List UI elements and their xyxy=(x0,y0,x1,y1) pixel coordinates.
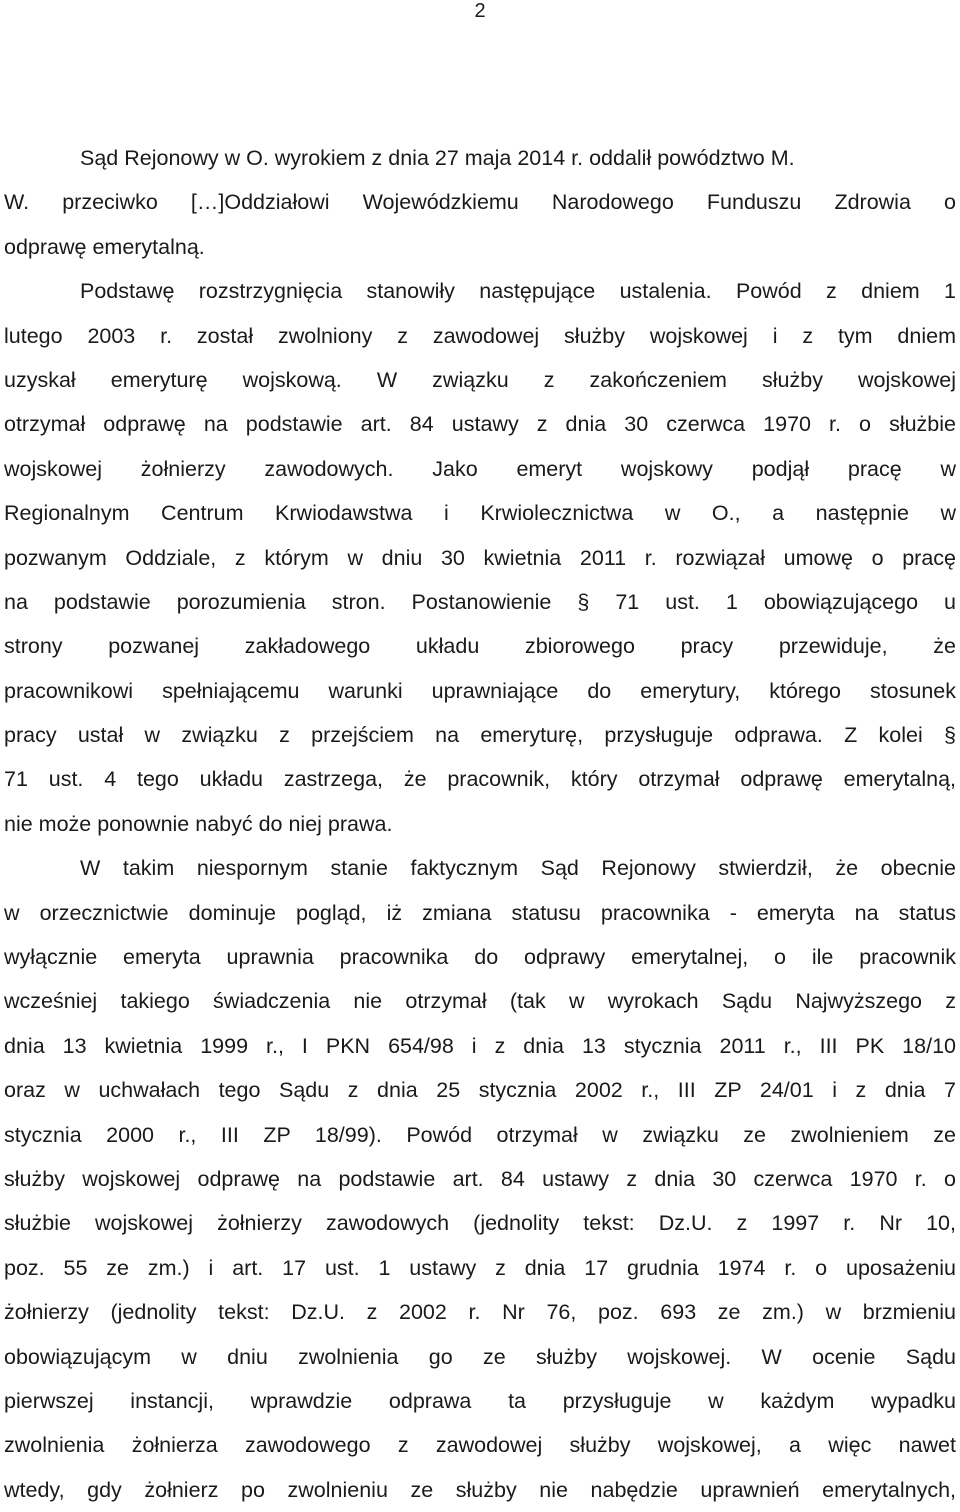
text-line: obowiązującym w dniu zwolnienia go ze służby wojskowej. W ocenie Sądu xyxy=(4,1344,956,1369)
text-line: pracy ustał w związku z przejściem na emeryturę, przysługuje odprawa. Z kolei § xyxy=(4,723,956,748)
text-line: W. przeciwko […]Oddziałowi Wojewódzkiemu Narodowego Funduszu Zdrowia o xyxy=(4,190,956,215)
text-line: oraz w uchwałach tego Sądu z dnia 25 stycznia 2002 r., III ZP 24/01 i z dnia 7 xyxy=(4,1078,956,1103)
text-line: służby wojskowej odprawę na podstawie art. 84 ustawy z dnia 30 czerwca 1970 r. o xyxy=(4,1166,956,1191)
text-line: stycznia 2000 r., III ZP 18/99). Powód otrzymał w związku ze zwolnieniem ze xyxy=(4,1122,956,1147)
text-line: nie może ponownie nabyć do niej prawa. xyxy=(4,811,393,836)
text-line: na podstawie porozumienia stron. Postanowienie § 71 ust. 1 obowiązującego u xyxy=(4,589,956,614)
text-line: w orzecznictwie dominuje pogląd, iż zmiana statusu pracownika - emeryta na status xyxy=(4,900,956,925)
text-line: wyłącznie emeryta uprawnia pracownika do odprawy emerytalnej, o ile pracownik xyxy=(4,945,956,970)
page-number: 2 xyxy=(474,0,486,22)
text-line: wcześniej takiego świadczenia nie otrzymał (tak w wyrokach Sądu Najwyższego z xyxy=(4,989,956,1014)
text-line: żołnierzy (jednolity tekst: Dz.U. z 2002 r. Nr 76, poz. 693 ze zm.) w brzmieniu xyxy=(4,1300,956,1325)
text-line: poz. 55 ze zm.) i art. 17 ust. 1 ustawy z dnia 17 grudnia 1974 r. o uposażeniu xyxy=(4,1255,956,1280)
text-line: pierwszej instancji, wprawdzie odprawa ta przysługuje w każdym wypadku xyxy=(4,1388,956,1413)
text-line: Podstawę rozstrzygnięcia stanowiły następujące ustalenia. Powód z dniem 1 xyxy=(80,279,956,304)
text-line: lutego 2003 r. został zwolniony z zawodowej służby wojskowej i z tym dniem xyxy=(4,323,956,348)
text-line: odprawę emerytalną. xyxy=(4,234,205,259)
text-line: wojskowej żołnierzy zawodowych. Jako emeryt wojskowy podjął pracę w xyxy=(4,456,956,481)
text-line: uzyskał emeryturę wojskową. W związku z zakończeniem służby wojskowej xyxy=(4,367,956,392)
document-body xyxy=(4,136,956,1512)
text-line: dnia 13 kwietnia 1999 r., I PKN 654/98 i z dnia 13 stycznia 2011 r., III PK 18/10 xyxy=(4,1033,956,1058)
text-line: otrzymał odprawę na podstawie art. 84 ustawy z dnia 30 czerwca 1970 r. o służbie xyxy=(4,412,956,437)
text-line: pozwanym Oddziale, z którym w dniu 30 kwietnia 2011 r. rozwiązał umowę o pracę xyxy=(4,545,956,570)
text-line: służbie wojskowej żołnierzy zawodowych (jednolity tekst: Dz.U. z 1997 r. Nr 10, xyxy=(4,1211,956,1236)
text-line: zwolnienia żołnierza zawodowego z zawodowej służby wojskowej, a więc nawet xyxy=(4,1433,956,1458)
text-line: 71 ust. 4 tego układu zastrzega, że pracownik, który otrzymał odprawę emerytalną, xyxy=(4,767,956,792)
text-line: strony pozwanej zakładowego układu zbiorowego pracy przewiduje, że xyxy=(4,634,956,659)
text-line: pracownikowi spełniającemu warunki uprawniające do emerytury, którego stosunek xyxy=(4,678,956,703)
text-line: Regionalnym Centrum Krwiodawstwa i Krwiolecznictwa w O., a następnie w xyxy=(4,501,956,526)
text-line: Sąd Rejonowy w O. wyrokiem z dnia 27 maja 2014 r. oddalił powództwo M. xyxy=(80,146,795,170)
text-line: W takim niespornym stanie faktycznym Sąd Rejonowy stwierdził, że obecnie xyxy=(80,856,956,881)
text-line: wtedy, gdy żołnierz po zwolnieniu ze służby nie nabędzie uprawnień emerytalnych, xyxy=(4,1477,956,1502)
